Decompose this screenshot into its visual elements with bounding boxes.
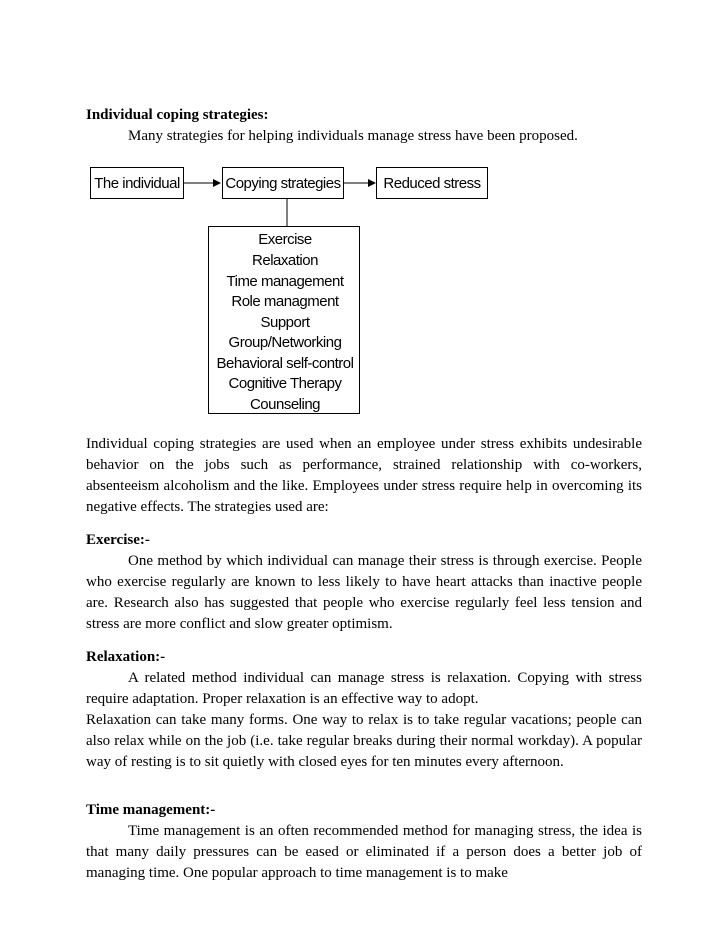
box-the-individual: The individual (90, 167, 184, 199)
relaxation-heading: Relaxation:- (86, 649, 166, 665)
strategy-item: Group/Networking (228, 334, 342, 351)
section-heading: Individual coping strategies: (86, 107, 269, 123)
strategy-item: Counseling (249, 396, 321, 413)
strategy-item: Role managment (231, 293, 339, 310)
strategy-item: Relaxation (252, 252, 318, 269)
time-management-paragraph: Time management is an often recommended method for managing stress, the idea is that many daily pressures can be eased or eliminated if a person does a better job of managing time. One popular approach to time management is to make (86, 823, 642, 881)
time-management-heading: Time management:- (86, 802, 216, 818)
strategy-item: Support (260, 314, 310, 331)
strategies-list-box (208, 226, 360, 414)
overview-paragraph: Individual coping strategies are used when an employee under stress exhibits undesirable behavior on the jobs such as performance, strained relationship with co-workers, absenteeism alcoholism and the like. Employees under stress require help in overcoming its negative effects. The strategies used are: (86, 436, 642, 515)
strategy-item: Cognitive Therapy (228, 375, 342, 392)
relaxation-paragraph-1: A related method individual can manage stress is relaxation. Copying with stress require adaptation. Proper relaxation is an effective way to adopt. (86, 670, 642, 707)
box-copying-strategies: Copying strategies (222, 167, 344, 199)
relaxation-paragraph-2: Relaxation can take many forms. One way to relax is to take regular vacations; people can also relax while on the job (i.e. take regular breaks during their normal workday). A popular way of resting is to sit quietly with closed eyes for ten minutes every afternoon. (86, 712, 642, 770)
strategy-item: Time management (226, 273, 344, 290)
strategy-item: Exercise (258, 231, 312, 248)
strategy-item: Behavioral self-control (216, 355, 354, 372)
box-reduced-stress: Reduced stress (376, 167, 488, 199)
diagram-connectors (0, 0, 728, 430)
exercise-paragraph: One method by which individual can manage their stress is through exercise. People who exercise regularly are known to less likely to have heart attacks than inactive people are. Research also has suggested that people who exercise regularly feel less tension and stress are more conflict and slow greater optimism. (86, 553, 642, 632)
exercise-heading: Exercise:- (86, 532, 150, 548)
intro-sentence: Many strategies for helping individuals manage stress have been proposed. (128, 128, 578, 144)
